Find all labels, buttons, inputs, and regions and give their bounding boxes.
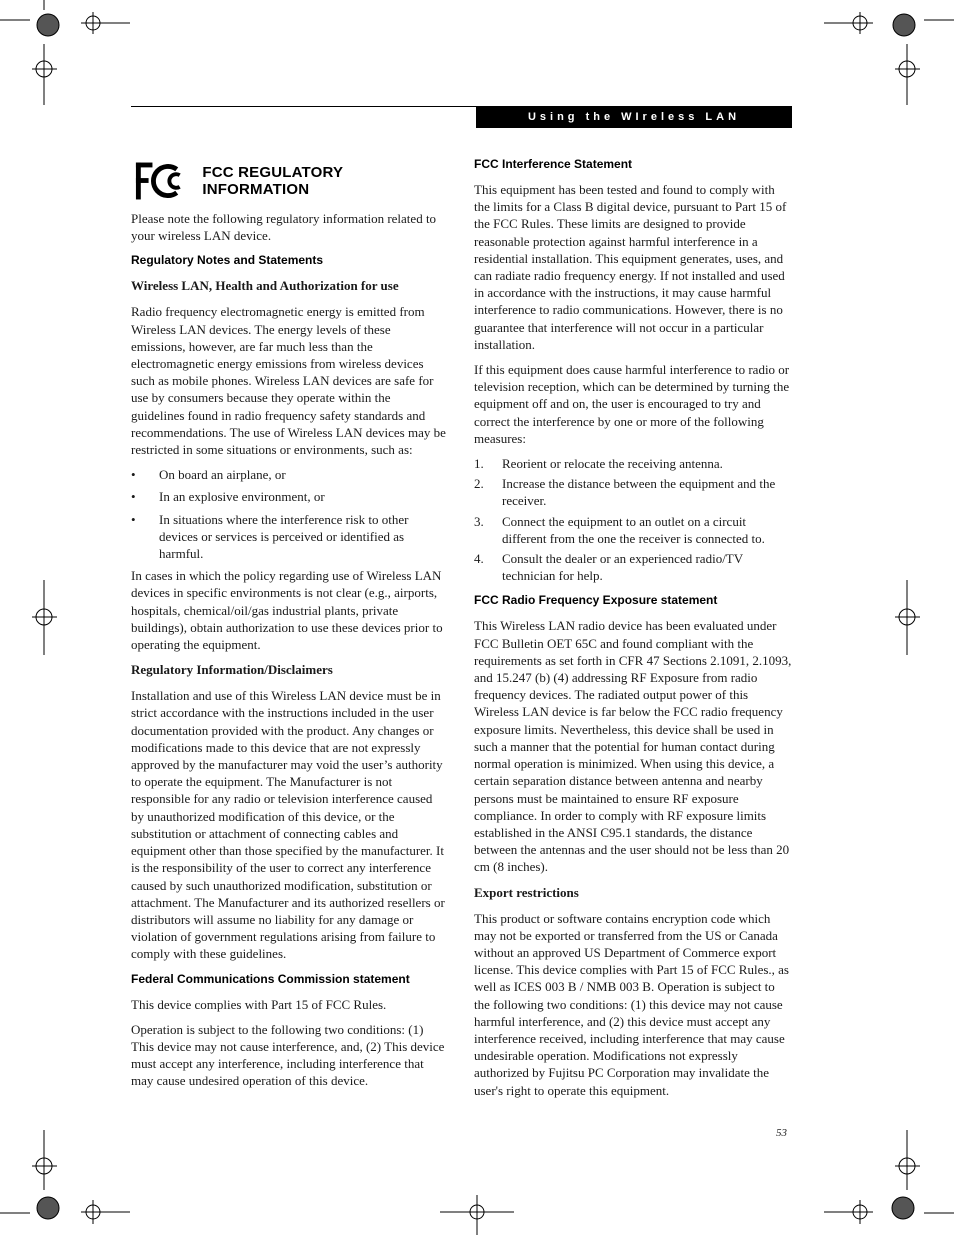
heading-health-authorization: Wireless LAN, Health and Authorization for use xyxy=(131,278,399,294)
bullet-icon: • xyxy=(131,489,136,505)
list-item: • On board an airplane, or xyxy=(131,467,286,483)
heading-export: Export restrictions xyxy=(474,884,579,900)
list-item: 3. Connect the equipment to an outlet on a circuit different from the one the receiver is connected to. xyxy=(474,513,765,546)
list-item: 1. Reorient or relocate the receiving antenna. xyxy=(474,456,723,472)
operation-paragraph: Operation is subject to the following two conditions: (1) This device may not cause interference, and, (2) This device must accept any interference, including interference that may cause undesired operation of this device. xyxy=(131,1021,445,1089)
policy-paragraph: In cases in which the policy regarding use of Wireless LAN devices in specific environments is not clear (e.g., airports, hospitals, chemical/oil/gas industrial plants, private buildings), obtain authorization to use these devices prior to operating the equipment. xyxy=(131,568,443,653)
heading-rf-exposure: FCC Radio Frequency Exposure statement xyxy=(474,593,718,608)
measures-list xyxy=(474,455,792,584)
harmful-interference-paragraph: If this equipment does cause harmful interference to radio or television reception, which can be determined by turning the equipment off and on, the user is encouraged to try and correct the interference by one or more of the following measures: xyxy=(474,362,790,446)
left-column xyxy=(131,150,447,1098)
rf-exposure-paragraph: This Wireless LAN radio device has been evaluated under FCC Bulletin OET 65C and found compliant with the requirements as set forth in CFR 47 Sections 2.1091, 2.1093, and 15.247 (b) (4) addressing RF Exposure from radio frequency devices. The radiated output power of this Wireless LAN device is far below the FCC radio frequency exposure limits. Nevertheless, this device shall be used in such a manner that the potential for human contact during normal operation is minimized. When using this device, a certain separation distance between antenna and nearby persons must be maintained to ensure RF exposure compliance. In order to comply with RF exposure limits established in the ANSI C95.1 standards, the distance between the antennas and the user should not be less than 20 cm (8 inches). xyxy=(474,618,792,875)
heading-regulatory-notes: Regulatory Notes and Statements xyxy=(131,253,324,268)
right-column xyxy=(474,156,792,1107)
section-title: Using the WIreless LAN xyxy=(527,111,741,123)
rf-energy-paragraph: Radio frequency electromagnetic energy is emitted from Wireless LAN devices. The energy levels of these emissions, however, are far much less than the electromagnetic energy emissions from wireless devices such as mobile phones. Wireless LAN devices are safe for use by consumers because they operate within the guidelines found in radio frequency safety standards and recommendations. The use of Wireless LAN devices may be restricted in some situations or environments, such as: xyxy=(131,304,446,458)
bullet-icon: • xyxy=(131,511,136,527)
export-paragraph: This product or software contains encryption code which may not be exported or transferred from the US or Canada without an approved US Department of Commerce export license. This device complies with Part 15 of FCC Rules., as well as ICES 003 B / NMB 003 B. Operation is subject to the following two conditions: (1) this device may not cause harmful interference, and (2) this device must accept any interference received, including interference that may cause undesirable operation. Modifications not expressly authorized by Fujitsu PC Corporation may invalidate the user's right to operate this equipment. xyxy=(474,910,789,1098)
section-header-bar xyxy=(476,106,792,128)
fcc-logo-icon xyxy=(134,160,190,202)
list-item: 2. Increase the distance between the equipment and the receiver. xyxy=(474,476,776,509)
bullet-icon: • xyxy=(131,467,136,483)
list-item: • In situations where the interference risk to other devices or services is perceived or identified as harmful. xyxy=(131,511,409,562)
list-item: • In an explosive environment, or xyxy=(131,489,325,505)
page-number: 53 xyxy=(776,1127,787,1139)
restriction-list xyxy=(131,466,447,562)
complies-paragraph: This device complies with Part 15 of FCC Rules. xyxy=(131,996,387,1012)
installation-paragraph: Installation and use of this Wireless LAN device must be in strict accordance with the instructions included in the user documentation provided with the product. Any changes or modifications made to this device that are not expressly approved by the manufacturer may void the user’s authority to operate the equipment. The Manufacturer is not responsible for any radio or television interference caused by unauthorized modification of this device, or the substitution or attachment of connecting cables and equipment other than those specified by the manufacturer. It is the responsibility of the user to correct any interference caused by such unauthorized modification, substitution or attachment. The Manufacturer and its authorized resellers or distributors will assume no liability for any damage or violation of government regulations arising from failure to comply with these guidelines. xyxy=(131,688,445,962)
heading-disclaimers: Regulatory Information/Disclaimers xyxy=(131,662,333,678)
fcc-heading xyxy=(131,158,447,204)
heading-interference: FCC Interference Statement xyxy=(474,157,633,171)
heading-fcc-statement: Federal Communications Commission statement xyxy=(131,971,410,986)
list-item: 4. Consult the dealer or an experienced radio/TV technician for help. xyxy=(474,551,743,584)
tested-paragraph: This equipment has been tested and found to comply with the limits for a Class B digital device, pursuant to Part 15 of the FCC Rules. These limits are designed to provide reasonable protection against harmful interference in a residential installation. This equipment generates, uses, and can radiate radio frequency energy. If not installed and used in accordance with the instructions, it may cause harmful interference to radio communications. However, there is no guarantee that interference will not occur in a particular installation. xyxy=(474,182,787,352)
fcc-title: FCC REGULATORY INFORMATION xyxy=(202,163,343,198)
intro-paragraph: Please note the following regulatory information related to your wireless LAN device. xyxy=(131,211,437,244)
